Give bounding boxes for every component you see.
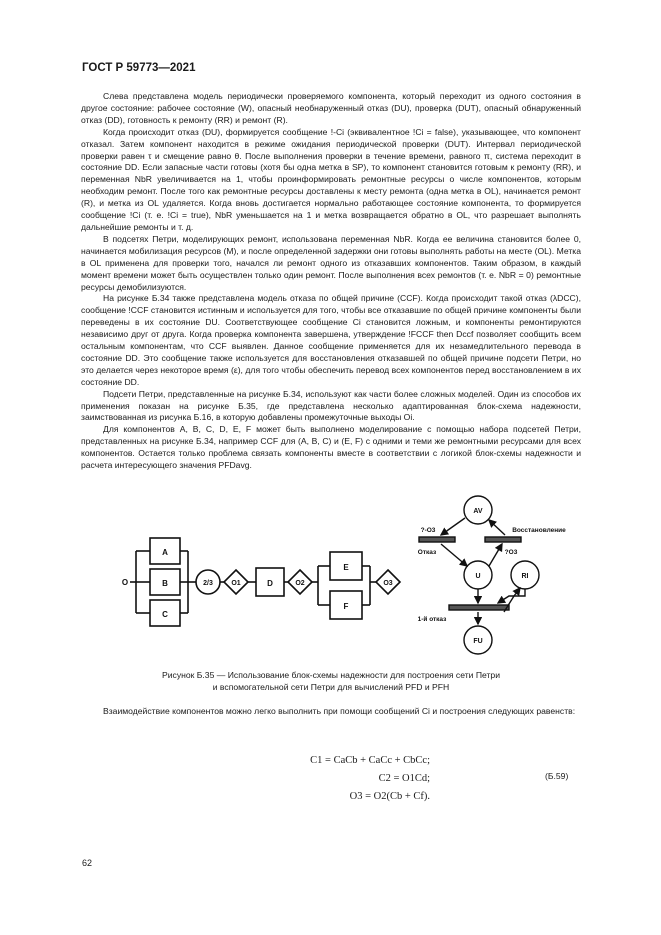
label-restore: Восстановление xyxy=(512,527,566,534)
label-fail: Отказ xyxy=(417,549,437,556)
paragraph-1: Слева представлена модель периодически проверяемого компонента, который переходит из одного состояния в другое состояние: рабочее состояние (W), опасный необнаруженный отказ (DU), проверка (DUT), опасный обнаруженный отказ (DD), готовность к ремонту (RR) и ремонт (R). xyxy=(81,91,581,125)
label-e: E xyxy=(343,563,349,572)
label-c: C xyxy=(162,610,168,619)
label-o3-query: ?O3 xyxy=(504,549,518,556)
label-o3: O3 xyxy=(383,580,393,587)
label-first-fail: 1-й отказ xyxy=(417,616,447,623)
figure-b35 xyxy=(108,488,578,658)
paragraph-3: В подсетях Петри, моделирующих ремонт, использована переменная NbR. Когда ее величина становится более 0, начинается мобилизация ресурсов (M), и после определенной задержки они готовы выполнять работы на месте (OL). Метка в OL применена для проверки того, начался ли ремонт одного из отказавших компонентов. Таким образом, в каждый момент времени может быть осуществлен только один ремонт. После выполнения всех ремонтов (т. е. NbR = 0) ремонтные ресурсы демобилизуются. xyxy=(81,233,581,292)
label-a: A xyxy=(162,548,168,557)
label-f: F xyxy=(343,602,349,611)
after-figure-text xyxy=(81,706,581,718)
label-fu: FU xyxy=(473,638,483,645)
transition-fail xyxy=(419,537,455,542)
equation-number: (Б.59) xyxy=(545,771,569,781)
paragraph-after: Взаимодействие компонентов можно легко выполнить при помощи сообщений Ci и построения следующих равенств: xyxy=(103,706,576,716)
paragraph-4: На рисунке Б.34 также представлена модель отказа по общей причине (CCF). Когда происходит такой отказ (λDCC), сообщение !CCF становится истинным и используется для того, чтобы все отказавшие по общей причине компоненты были переведены в их состояние DU. Соответствующее сообщение Ci становится ложным, и компоненты ремонтируются независимо друг от друга. Когда проверка компонента завершена, утверждение !FCCF then Dccf позволяет сообщить всем остальным компонентам, что CCF выявлен. Данное сообщение применяется для их незамедлительного перевода в состояние DD. Это сообщение также используется для восстановления отказавшей по общей причине подсети Петри, но это делается через некоторое время (ε), для того чтобы обеспечить перевод всех компонентов перед восстановлением в их состояние DD. xyxy=(81,293,581,387)
transition-first-fail xyxy=(449,605,509,610)
rbd xyxy=(130,538,400,626)
paragraph-6: Для компонентов A, B, C, D, E, F может быть выполнено моделирование с помощью набора подсетей Петри, представленных на рисунке Б.34, например CCF для (A, B, C) и (E, F) с одними и теми же ремонтными ресурсами для всех компонентов. Остается только проблема связать компоненты вместе в соответствии с логикой блок-схемы надежности и расчета интересующего значения PFDavg. xyxy=(81,424,581,471)
page-number: 62 xyxy=(82,858,93,868)
label-o1: O1 xyxy=(231,580,241,587)
transition-restore xyxy=(485,537,521,542)
equation-2: C2 = O1Cd; xyxy=(378,773,430,784)
label-o2: O2 xyxy=(295,580,305,587)
body-text xyxy=(81,91,581,472)
label-av: AV xyxy=(473,508,483,515)
caption-line-1: Рисунок Б.35 — Использование блок-схемы надежности для построения сети Петри xyxy=(161,670,501,680)
paragraph-5: Подсети Петри, представленные на рисунке Б.34, используют как части более сложных моделей. Один из способов их применения показан на рисунке Б.35, где представлена несколько адаптированная блок-схема надежности, заимствованная из рисунка Б.16, в которую добавлены промежуточные выходы Oi. xyxy=(81,388,581,423)
label-ri: RI xyxy=(521,573,529,580)
equation-block xyxy=(250,752,430,806)
page-header: ГОСТ Р 59773—2021 xyxy=(82,62,196,74)
label-d: D xyxy=(267,579,273,588)
caption-line-2: и вспомогательной сети Петри для вычислений PFD и PFH xyxy=(212,681,450,692)
input-label: O xyxy=(121,578,129,587)
label-not-o3: ?-O3 xyxy=(420,527,436,534)
label-b: B xyxy=(162,579,168,588)
vote-label: 2/3 xyxy=(203,580,213,587)
equation-1: C1 = CaCb + CaCc + CbCc; xyxy=(310,755,430,766)
paragraph-2: Когда происходит отказ (DU), формируется сообщение !-Ci (эквивалентное !Ci = false), указывающее, что компонент отказал. Затем компонент находится в режиме ожидания периодической проверки (DUT). Интервал периодической проверки равен τ и смещение равно θ. После выполнения проверки в течение времени, равного π, система переходит в состояние DD. Если запасные части готовы (хотя бы одна метка в SP), то компонент становится готовым к ремонту (RR), и переменная NbR увеличивается на 1, чтобы проинформировать ремонтные ресурсы о числе компонентов, которым необходим ремонт. После того как ремонтные ресурсы доставлены к месту ремонта (одна метка в OL), начинается ремонт (R), и метка из OL удаляется. Когда вновь достигается нормально работающее состояние компонента, то формируется сообщение !Ci (т. е. !Ci = true), NbR уменьшается на 1 и метка возвращается обратно в OL, что разрешает выполнять дальнейшие ремонты и т. д. xyxy=(81,126,581,232)
figure-caption xyxy=(81,670,581,693)
equation-3: O3 = O2(Cb + Cf). xyxy=(349,791,430,802)
label-u: U xyxy=(475,573,481,580)
